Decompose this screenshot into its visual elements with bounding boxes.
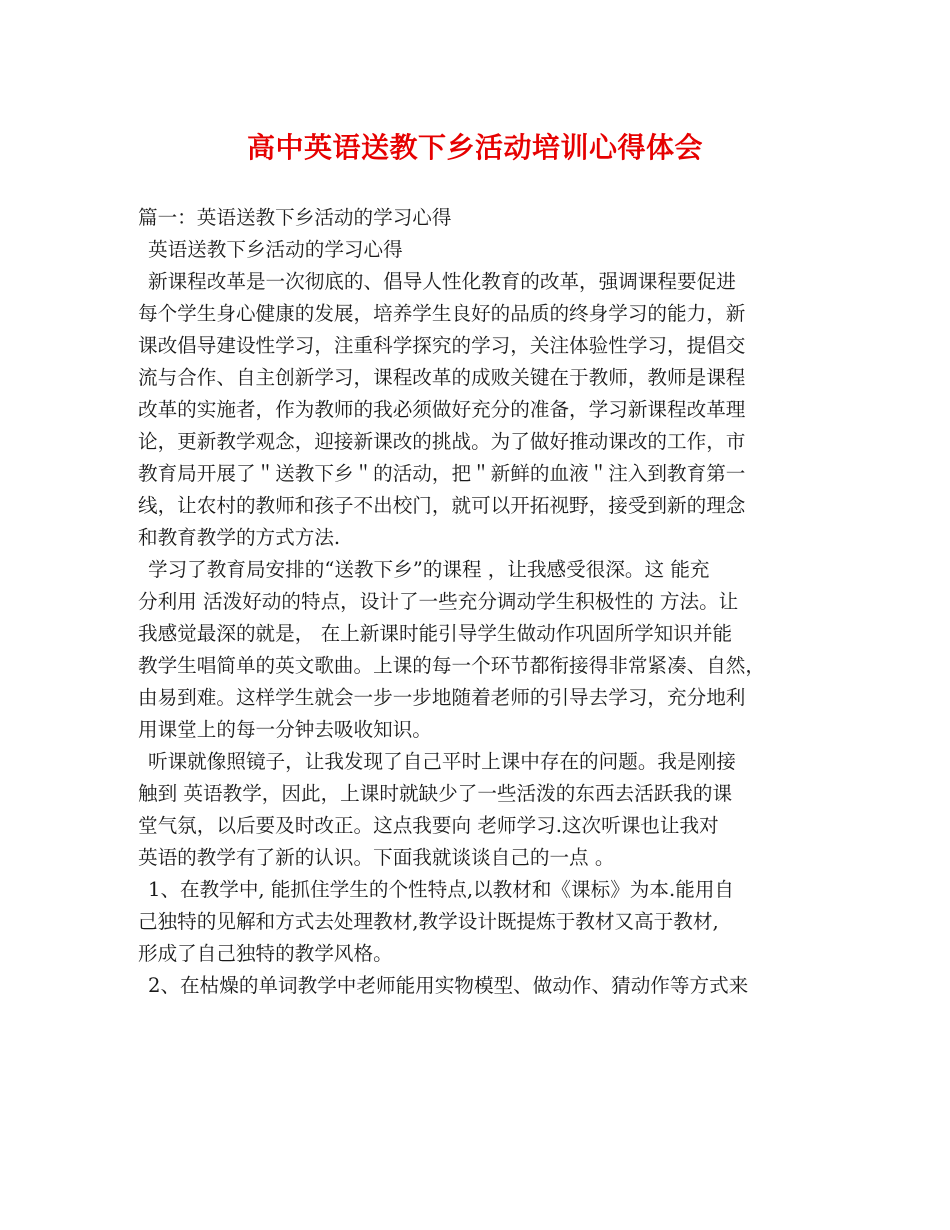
body-line: 教学生唱简单的英文歌曲。上课的每一个环节都衔接得非常紧凑、自然，	[138, 654, 765, 677]
body-line: 线，让农村的教师和孩子不出校门，就可以开拓视野，接受到新的理念	[138, 494, 746, 517]
body-line: 形成了自己独特的教学风格。	[138, 942, 393, 965]
section-heading: 篇一：英语送教下乡活动的学习心得	[138, 206, 452, 229]
body-line: 用课堂上的每一分钟去吸收知识。	[138, 718, 432, 741]
body-line: 由易到难。这样学生就会一步一步地随着老师的引导去学习，充分地利	[138, 686, 746, 709]
body-line: 己独特的见解和方式去处理教材,教学设计既提炼于教材又高于教材,	[138, 910, 719, 933]
body-line: 英语的教学有了新的认识。下面我就谈谈自己的一点 。	[138, 846, 615, 869]
body-line: 学习了教育局安排的“送教下乡”的课程 ，让我感受很深。这 能充	[148, 558, 710, 581]
list-item: 2、在枯燥的单词教学中老师能用实物模型、做动作、猜动作等方式来	[148, 974, 749, 997]
body-line: 新课程改革是一次彻底的、倡导人性化教育的改革，强调课程要促进	[148, 270, 736, 293]
document-body	[138, 202, 818, 1002]
list-item: 1、在教学中, 能抓住学生的个性特点,以教材和《课标》为本.能用自	[148, 878, 735, 901]
document-title: 高中英语送教下乡活动培训心得体会	[246, 131, 703, 164]
body-line: 和教育教学的方式方法.	[138, 526, 341, 549]
body-line: 教育局开展了＂送教下乡＂的活动，把＂新鲜的血液＂注入到教育第一	[138, 462, 746, 485]
body-line: 堂气氛，以后要及时改正。这点我要向 老师学习.这次听课也让我对	[138, 814, 719, 837]
body-line: 每个学生身心健康的发展，培养学生良好的品质的终身学习的能力，新	[138, 302, 746, 325]
subsection-heading: 英语送教下乡活动的学习心得	[148, 238, 403, 261]
body-line: 流与合作、自主创新学习，课程改革的成败关键在于教师，教师是课程	[138, 366, 746, 389]
body-line: 论，更新教学观念，迎接新课改的挑战。为了做好推动课改的工作，市	[138, 430, 746, 453]
body-line: 触到 英语教学，因此，上课时就缺少了一些活泼的东西去活跃我的课	[138, 782, 733, 805]
body-line: 听课就像照镜子，让我发现了自己平时上课中存在的问题。我是刚接	[148, 750, 736, 773]
body-line: 改革的实施者，作为教师的我必须做好充分的准备，学习新课程改革理	[138, 398, 746, 421]
body-line: 课改倡导建设性学习，注重科学探究的学习，关注体验性学习，提倡交	[138, 334, 746, 357]
body-line: 我感觉最深的就是， 在上新课时能引导学生做动作巩固所学知识并能	[138, 622, 733, 645]
body-line: 分利用 活泼好动的特点，设计了一些充分调动学生积极性的 方法。让	[138, 590, 739, 613]
